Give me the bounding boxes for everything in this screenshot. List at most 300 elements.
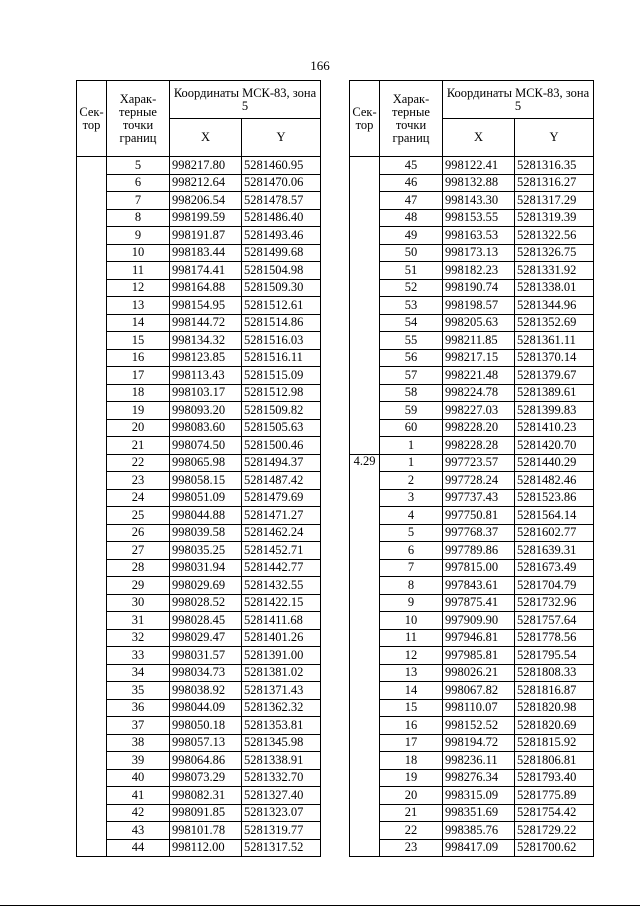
sector-cell	[77, 157, 107, 857]
x-coordinate-cell: 998083.60	[170, 419, 242, 437]
point-number-cell: 33	[107, 647, 170, 665]
sector-cell	[350, 157, 380, 455]
point-number-cell: 3	[380, 489, 443, 507]
x-coordinate-cell: 998212.64	[170, 174, 242, 192]
x-coordinate-cell: 998211.85	[443, 332, 515, 350]
x-coordinate-cell: 997985.81	[443, 647, 515, 665]
y-coordinate-cell: 5281317.52	[242, 839, 321, 857]
x-coordinate-cell: 998029.47	[170, 629, 242, 647]
x-coordinate-cell: 998183.44	[170, 244, 242, 262]
y-coordinate-cell: 5281353.81	[242, 717, 321, 735]
x-coordinate-cell: 998236.11	[443, 752, 515, 770]
y-coordinate-cell: 5281345.98	[242, 734, 321, 752]
y-coordinate-cell: 5281493.46	[242, 227, 321, 245]
x-coordinate-cell: 998113.43	[170, 367, 242, 385]
x-coordinate-cell: 998199.59	[170, 209, 242, 227]
x-coordinate-cell: 998057.13	[170, 734, 242, 752]
coordinates-table-right	[349, 80, 594, 857]
y-coordinate-cell: 5281422.15	[242, 594, 321, 612]
y-coordinate-cell: 5281757.64	[515, 612, 594, 630]
x-coordinate-cell: 998417.09	[443, 839, 515, 857]
y-coordinate-cell: 5281482.46	[515, 472, 594, 490]
table-row	[77, 769, 321, 787]
y-coordinate-cell: 5281331.92	[515, 262, 594, 280]
point-number-cell: 22	[107, 454, 170, 472]
y-coordinate-cell: 5281523.86	[515, 489, 594, 507]
y-coordinate-cell: 5281319.77	[242, 822, 321, 840]
point-number-cell: 17	[380, 734, 443, 752]
y-coordinate-cell: 5281639.31	[515, 542, 594, 560]
x-coordinate-cell: 998031.94	[170, 559, 242, 577]
point-number-cell: 23	[107, 472, 170, 490]
x-coordinate-cell: 998028.52	[170, 594, 242, 612]
y-coordinate-cell: 5281673.49	[515, 559, 594, 577]
x-coordinate-cell: 998276.34	[443, 769, 515, 787]
y-coordinate-cell: 5281338.01	[515, 279, 594, 297]
coords-header: Координаты МСК-83, зона 5	[170, 81, 321, 119]
x-coordinate-cell: 998227.03	[443, 402, 515, 420]
table-row	[77, 752, 321, 770]
point-number-cell: 17	[107, 367, 170, 385]
table-row	[77, 507, 321, 525]
point-number-cell: 21	[107, 437, 170, 455]
y-coordinate-cell: 5281806.81	[515, 752, 594, 770]
point-number-cell: 1	[380, 437, 443, 455]
y-coordinate-cell: 5281486.40	[242, 209, 321, 227]
table-row	[350, 822, 594, 840]
y-coordinate-cell: 5281487.42	[242, 472, 321, 490]
table-row	[77, 489, 321, 507]
x-coordinate-cell: 998194.72	[443, 734, 515, 752]
point-number-cell: 45	[380, 157, 443, 175]
point-number-cell: 36	[107, 699, 170, 717]
point-number-cell: 19	[107, 402, 170, 420]
sector-header: Сек-тор	[77, 81, 107, 157]
y-coordinate-cell: 5281338.91	[242, 752, 321, 770]
y-coordinate-cell: 5281442.77	[242, 559, 321, 577]
point-number-cell: 13	[107, 297, 170, 315]
sector-cell: 4.29	[350, 454, 380, 857]
x-coordinate-cell: 998385.76	[443, 822, 515, 840]
point-number-cell: 39	[107, 752, 170, 770]
point-number-cell: 6	[380, 542, 443, 560]
y-coordinate-cell: 5281504.98	[242, 262, 321, 280]
table-row	[350, 577, 594, 595]
y-coordinate-cell: 5281317.29	[515, 192, 594, 210]
y-coordinate-cell: 5281462.24	[242, 524, 321, 542]
y-coordinate-cell: 5281704.79	[515, 577, 594, 595]
table-row	[77, 804, 321, 822]
table-row	[350, 752, 594, 770]
x-coordinate-cell: 998058.15	[170, 472, 242, 490]
point-number-cell: 47	[380, 192, 443, 210]
point-number-cell: 41	[107, 787, 170, 805]
y-coordinate-cell: 5281440.29	[515, 454, 594, 472]
y-coordinate-cell: 5281512.61	[242, 297, 321, 315]
table-row	[350, 734, 594, 752]
point-number-cell: 53	[380, 297, 443, 315]
y-coordinate-cell: 5281700.62	[515, 839, 594, 857]
x-coordinate-cell: 998205.63	[443, 314, 515, 332]
y-coordinate-cell: 5281602.77	[515, 524, 594, 542]
x-coordinate-cell: 998315.09	[443, 787, 515, 805]
table-row	[350, 489, 594, 507]
table-row	[350, 629, 594, 647]
point-number-cell: 55	[380, 332, 443, 350]
point-number-cell: 54	[380, 314, 443, 332]
table-row	[350, 472, 594, 490]
x-coordinate-cell: 998073.29	[170, 769, 242, 787]
table-row	[350, 664, 594, 682]
y-coordinate-cell: 5281332.70	[242, 769, 321, 787]
table-row	[77, 174, 321, 192]
x-coordinate-cell: 998217.80	[170, 157, 242, 175]
table-row	[77, 262, 321, 280]
x-coordinate-cell: 998154.95	[170, 297, 242, 315]
x-coordinate-cell: 998039.58	[170, 524, 242, 542]
x-coordinate-cell: 998144.72	[170, 314, 242, 332]
table-row	[350, 297, 594, 315]
point-number-cell: 13	[380, 664, 443, 682]
y-coordinate-cell: 5281322.56	[515, 227, 594, 245]
table-row	[77, 332, 321, 350]
x-coordinate-cell: 998029.69	[170, 577, 242, 595]
y-coordinate-cell: 5281516.03	[242, 332, 321, 350]
table-row	[77, 682, 321, 700]
x-coordinate-cell: 998091.85	[170, 804, 242, 822]
table-row	[350, 192, 594, 210]
x-coordinate-cell: 998163.53	[443, 227, 515, 245]
point-number-cell: 4	[380, 507, 443, 525]
point-number-cell: 58	[380, 384, 443, 402]
point-number-cell: 48	[380, 209, 443, 227]
table-row	[350, 682, 594, 700]
table-row	[350, 174, 594, 192]
point-number-cell: 26	[107, 524, 170, 542]
y-coordinate-cell: 5281512.98	[242, 384, 321, 402]
point-number-cell: 8	[380, 577, 443, 595]
x-coordinate-cell: 998224.78	[443, 384, 515, 402]
table-row	[350, 647, 594, 665]
table-row	[77, 542, 321, 560]
table-row	[77, 629, 321, 647]
y-coordinate-cell: 5281370.14	[515, 349, 594, 367]
table-row	[350, 559, 594, 577]
x-coordinate-cell: 998067.82	[443, 682, 515, 700]
table-row	[77, 244, 321, 262]
table-row	[77, 787, 321, 805]
point-number-cell: 2	[380, 472, 443, 490]
y-coordinate-cell: 5281509.82	[242, 402, 321, 420]
table-row	[350, 437, 594, 455]
x-coordinate-cell: 998228.20	[443, 419, 515, 437]
table-row	[77, 437, 321, 455]
point-number-cell: 34	[107, 664, 170, 682]
table-row	[77, 612, 321, 630]
point-number-cell: 38	[107, 734, 170, 752]
point-number-cell: 5	[380, 524, 443, 542]
table-row	[77, 734, 321, 752]
table-row	[77, 524, 321, 542]
y-coordinate-cell: 5281352.69	[515, 314, 594, 332]
x-coordinate-cell: 998074.50	[170, 437, 242, 455]
table-row	[77, 717, 321, 735]
x-coordinate-cell: 997843.61	[443, 577, 515, 595]
x-coordinate-cell: 998026.21	[443, 664, 515, 682]
x-coordinate-cell: 997875.41	[443, 594, 515, 612]
x-coordinate-cell: 998051.09	[170, 489, 242, 507]
y-coordinate-cell: 5281499.68	[242, 244, 321, 262]
table-row	[350, 157, 594, 175]
point-number-cell: 51	[380, 262, 443, 280]
point-number-cell: 1	[380, 454, 443, 472]
point-number-cell: 31	[107, 612, 170, 630]
x-coordinate-cell: 998028.45	[170, 612, 242, 630]
table-row	[350, 769, 594, 787]
x-coordinate-cell: 998110.07	[443, 699, 515, 717]
point-number-cell: 7	[107, 192, 170, 210]
table-row	[77, 419, 321, 437]
point-number-cell: 18	[107, 384, 170, 402]
points-header: Харак-терные точки границ	[380, 81, 443, 157]
table-row	[350, 717, 594, 735]
point-number-cell: 18	[380, 752, 443, 770]
table-row	[77, 647, 321, 665]
y-coordinate-cell: 5281391.00	[242, 647, 321, 665]
point-number-cell: 6	[107, 174, 170, 192]
y-coordinate-cell: 5281729.22	[515, 822, 594, 840]
table-row	[350, 542, 594, 560]
point-number-cell: 35	[107, 682, 170, 700]
y-coordinate-cell: 5281319.39	[515, 209, 594, 227]
table-row	[350, 262, 594, 280]
table-row	[77, 314, 321, 332]
table-row	[350, 612, 594, 630]
point-number-cell: 49	[380, 227, 443, 245]
x-coordinate-cell: 998217.15	[443, 349, 515, 367]
table-row	[350, 314, 594, 332]
x-coordinate-cell: 997946.81	[443, 629, 515, 647]
y-coordinate-cell: 5281820.98	[515, 699, 594, 717]
x-coordinate-cell: 998173.13	[443, 244, 515, 262]
point-number-cell: 27	[107, 542, 170, 560]
table-row	[77, 297, 321, 315]
y-coordinate-cell: 5281379.67	[515, 367, 594, 385]
x-coordinate-cell: 997815.00	[443, 559, 515, 577]
y-coordinate-cell: 5281515.09	[242, 367, 321, 385]
x-coordinate-cell: 998050.18	[170, 717, 242, 735]
y-coordinate-cell: 5281516.11	[242, 349, 321, 367]
x-coordinate-cell: 998228.28	[443, 437, 515, 455]
point-number-cell: 20	[380, 787, 443, 805]
point-number-cell: 32	[107, 629, 170, 647]
points-header: Харак-терные точки границ	[107, 81, 170, 157]
point-number-cell: 15	[380, 699, 443, 717]
point-number-cell: 9	[107, 227, 170, 245]
table-row	[77, 157, 321, 175]
y-coordinate-cell: 5281479.69	[242, 489, 321, 507]
point-number-cell: 30	[107, 594, 170, 612]
table-row	[350, 349, 594, 367]
table-row	[350, 244, 594, 262]
y-coordinate-cell: 5281323.07	[242, 804, 321, 822]
point-number-cell: 16	[380, 717, 443, 735]
y-coordinate-cell: 5281420.70	[515, 437, 594, 455]
point-number-cell: 15	[107, 332, 170, 350]
page-bottom-rule	[0, 905, 640, 906]
table-row	[77, 192, 321, 210]
y-coordinate-cell: 5281808.33	[515, 664, 594, 682]
table-row	[350, 524, 594, 542]
table-row	[77, 367, 321, 385]
x-coordinate-cell: 997728.24	[443, 472, 515, 490]
table-row	[350, 279, 594, 297]
y-coordinate-cell: 5281460.95	[242, 157, 321, 175]
table-row	[350, 402, 594, 420]
x-coordinate-cell: 997737.43	[443, 489, 515, 507]
x-coordinate-cell: 998132.88	[443, 174, 515, 192]
x-coordinate-cell: 998123.85	[170, 349, 242, 367]
y-coordinate-cell: 5281778.56	[515, 629, 594, 647]
y-coordinate-cell: 5281471.27	[242, 507, 321, 525]
y-coordinate-cell: 5281564.14	[515, 507, 594, 525]
y-header: Y	[515, 119, 594, 157]
point-number-cell: 60	[380, 419, 443, 437]
point-number-cell: 43	[107, 822, 170, 840]
point-number-cell: 14	[380, 682, 443, 700]
x-coordinate-cell: 998152.52	[443, 717, 515, 735]
table-row	[77, 279, 321, 297]
point-number-cell: 22	[380, 822, 443, 840]
y-coordinate-cell: 5281316.27	[515, 174, 594, 192]
y-coordinate-cell: 5281399.83	[515, 402, 594, 420]
point-number-cell: 50	[380, 244, 443, 262]
y-coordinate-cell: 5281820.69	[515, 717, 594, 735]
x-coordinate-cell: 998182.23	[443, 262, 515, 280]
point-number-cell: 29	[107, 577, 170, 595]
table-row	[77, 454, 321, 472]
point-number-cell: 24	[107, 489, 170, 507]
x-coordinate-cell: 998101.78	[170, 822, 242, 840]
y-coordinate-cell: 5281381.02	[242, 664, 321, 682]
point-number-cell: 52	[380, 279, 443, 297]
point-number-cell: 9	[380, 594, 443, 612]
x-coordinate-cell: 998198.57	[443, 297, 515, 315]
point-number-cell: 10	[380, 612, 443, 630]
y-coordinate-cell: 5281775.89	[515, 787, 594, 805]
y-coordinate-cell: 5281389.61	[515, 384, 594, 402]
x-coordinate-cell: 998143.30	[443, 192, 515, 210]
point-number-cell: 5	[107, 157, 170, 175]
x-coordinate-cell: 998093.20	[170, 402, 242, 420]
x-coordinate-cell: 998134.32	[170, 332, 242, 350]
y-header: Y	[242, 119, 321, 157]
y-coordinate-cell: 5281401.26	[242, 629, 321, 647]
y-coordinate-cell: 5281514.86	[242, 314, 321, 332]
table-row	[77, 227, 321, 245]
table-row	[77, 699, 321, 717]
y-coordinate-cell: 5281494.37	[242, 454, 321, 472]
x-coordinate-cell: 998206.54	[170, 192, 242, 210]
y-coordinate-cell: 5281754.42	[515, 804, 594, 822]
y-coordinate-cell: 5281344.96	[515, 297, 594, 315]
y-coordinate-cell: 5281371.43	[242, 682, 321, 700]
x-coordinate-cell: 998191.87	[170, 227, 242, 245]
table-row	[77, 209, 321, 227]
y-coordinate-cell: 5281793.40	[515, 769, 594, 787]
coordinates-table-left	[76, 80, 321, 857]
point-number-cell: 57	[380, 367, 443, 385]
y-coordinate-cell: 5281326.75	[515, 244, 594, 262]
point-number-cell: 56	[380, 349, 443, 367]
x-coordinate-cell: 998034.73	[170, 664, 242, 682]
x-coordinate-cell: 998035.25	[170, 542, 242, 560]
point-number-cell: 7	[380, 559, 443, 577]
point-number-cell: 28	[107, 559, 170, 577]
point-number-cell: 44	[107, 839, 170, 857]
table-row	[77, 594, 321, 612]
table-row	[77, 472, 321, 490]
point-number-cell: 11	[380, 629, 443, 647]
point-number-cell: 23	[380, 839, 443, 857]
point-number-cell: 59	[380, 402, 443, 420]
x-coordinate-cell: 998044.09	[170, 699, 242, 717]
table-row	[350, 419, 594, 437]
y-coordinate-cell: 5281432.55	[242, 577, 321, 595]
table-row	[350, 384, 594, 402]
y-coordinate-cell: 5281478.57	[242, 192, 321, 210]
x-coordinate-cell: 998164.88	[170, 279, 242, 297]
table-row	[350, 227, 594, 245]
point-number-cell: 12	[380, 647, 443, 665]
table-row	[350, 804, 594, 822]
x-coordinate-cell: 998190.74	[443, 279, 515, 297]
y-coordinate-cell: 5281410.23	[515, 419, 594, 437]
table-row	[77, 349, 321, 367]
x-coordinate-cell: 997789.86	[443, 542, 515, 560]
table-row	[350, 367, 594, 385]
page-number: 166	[310, 58, 330, 73]
x-coordinate-cell: 998038.92	[170, 682, 242, 700]
y-coordinate-cell: 5281452.71	[242, 542, 321, 560]
table-row	[350, 507, 594, 525]
y-coordinate-cell: 5281361.11	[515, 332, 594, 350]
y-coordinate-cell: 5281362.32	[242, 699, 321, 717]
x-coordinate-cell: 998044.88	[170, 507, 242, 525]
x-coordinate-cell: 998031.57	[170, 647, 242, 665]
y-coordinate-cell: 5281795.54	[515, 647, 594, 665]
y-coordinate-cell: 5281411.68	[242, 612, 321, 630]
x-coordinate-cell: 998103.17	[170, 384, 242, 402]
x-coordinate-cell: 998122.41	[443, 157, 515, 175]
table-row	[77, 664, 321, 682]
point-number-cell: 42	[107, 804, 170, 822]
y-coordinate-cell: 5281509.30	[242, 279, 321, 297]
table-row	[350, 787, 594, 805]
x-coordinate-cell: 998112.00	[170, 839, 242, 857]
x-coordinate-cell: 997768.37	[443, 524, 515, 542]
point-number-cell: 10	[107, 244, 170, 262]
table-row	[350, 209, 594, 227]
y-coordinate-cell: 5281316.35	[515, 157, 594, 175]
table-row	[77, 384, 321, 402]
point-number-cell: 46	[380, 174, 443, 192]
y-coordinate-cell: 5281816.87	[515, 682, 594, 700]
x-coordinate-cell: 998153.55	[443, 209, 515, 227]
x-coordinate-cell: 998174.41	[170, 262, 242, 280]
table-row	[350, 594, 594, 612]
point-number-cell: 25	[107, 507, 170, 525]
